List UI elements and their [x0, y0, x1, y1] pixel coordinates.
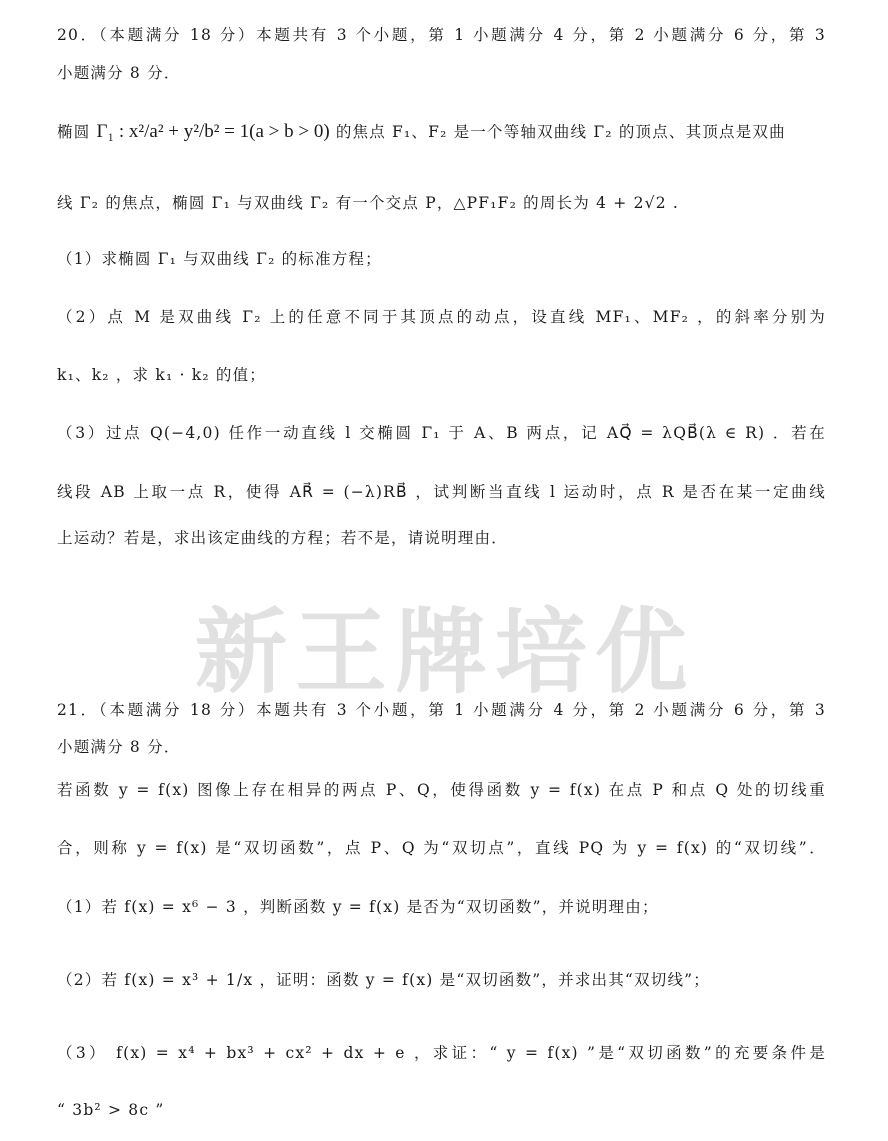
watermark: 新王牌培优 [194, 599, 695, 706]
q20-line1 [57, 120, 826, 144]
q20-header: 20．（本题满分 18 分）本题共有 3 个小题，第 1 小题满分 4 分，第 2 小题满分 6 分，第 3 [57, 26, 826, 44]
q21-part1: （1）若 f(x) = x⁶ − 3 ，判断函数 y = f(x) 是否为“双切函数”，并说明理由； [57, 898, 659, 916]
q21-header: 21．（本题满分 18 分）本题共有 3 个小题，第 1 小题满分 4 分，第 2 小题满分 6 分，第 3 [57, 701, 826, 719]
q21-header-cont: 小题满分 8 分． [57, 738, 181, 756]
q20-line1-pre: 椭圆 [57, 123, 91, 141]
q21-line2: 合，则称 y = f(x) 是“双切函数”，点 P、Q 为“双切点”，直线 PQ 为 y = f(x) 的“双切线”． [57, 839, 826, 857]
q21-part2: （2）若 f(x) = x³ + 1/x ，证明：函数 y = f(x) 是“双切函数”，并求出其“双切线”； [57, 971, 710, 989]
q20-part2-line1: （2）点 M 是双曲线 Γ₂ 上的任意不同于其顶点的动点，设直线 MF₁、MF₂ ，的斜率分别为 [57, 308, 826, 326]
q21-part3: （3） f(x) = x⁴ + bx³ + cx² + dx + e ，求证：“ y = f(x) ”是“双切函数”的充要条件是 [57, 1044, 826, 1062]
q20-part2-line2: k₁、k₂ ，求 k₁ · k₂ 的值； [57, 366, 266, 384]
q20-ellipse-equation: Γ₁ : x²/a² + y²/b² = 1(a > b > 0) [96, 121, 330, 142]
q20-part3-line3: 上运动？若是，求出该定曲线的方程；若不是，请说明理由． [57, 529, 508, 547]
q21-line1: 若函数 y = f(x) 图像上存在相异的两点 P、Q，使得函数 y = f(x) 在点 P 和点 Q 处的切线重 [57, 781, 826, 799]
q20-line1-post: 的焦点 F₁、F₂ 是一个等轴双曲线 Γ₂ 的顶点、其顶点是双曲 [335, 123, 786, 141]
q20-header-cont: 小题满分 8 分． [57, 64, 181, 82]
q21-part3-condition: “ 3b² > 8c ” [57, 1101, 165, 1119]
q20-part3-line1: （3）过点 Q(−4,0) 任作一动直线 l 交椭圆 Γ₁ 于 A、B 两点，记 AQ⃗ = λQB⃗(λ ∈ R) ．若在 [57, 424, 826, 442]
q20-part1: （1）求椭圆 Γ₁ 与双曲线 Γ₂ 的标准方程； [57, 250, 382, 268]
q20-part3-line2: 线段 AB 上取一点 R，使得 AR⃗ = (−λ)RB⃗ ，试判断当直线 l 运动时，点 R 是否在某一定曲线 [57, 483, 826, 501]
q20-line2: 线 Γ₂ 的焦点，椭圆 Γ₁ 与双曲线 Γ₂ 有一个交点 P，△PF₁F₂ 的周长为 4 + 2√2 . [57, 194, 680, 212]
